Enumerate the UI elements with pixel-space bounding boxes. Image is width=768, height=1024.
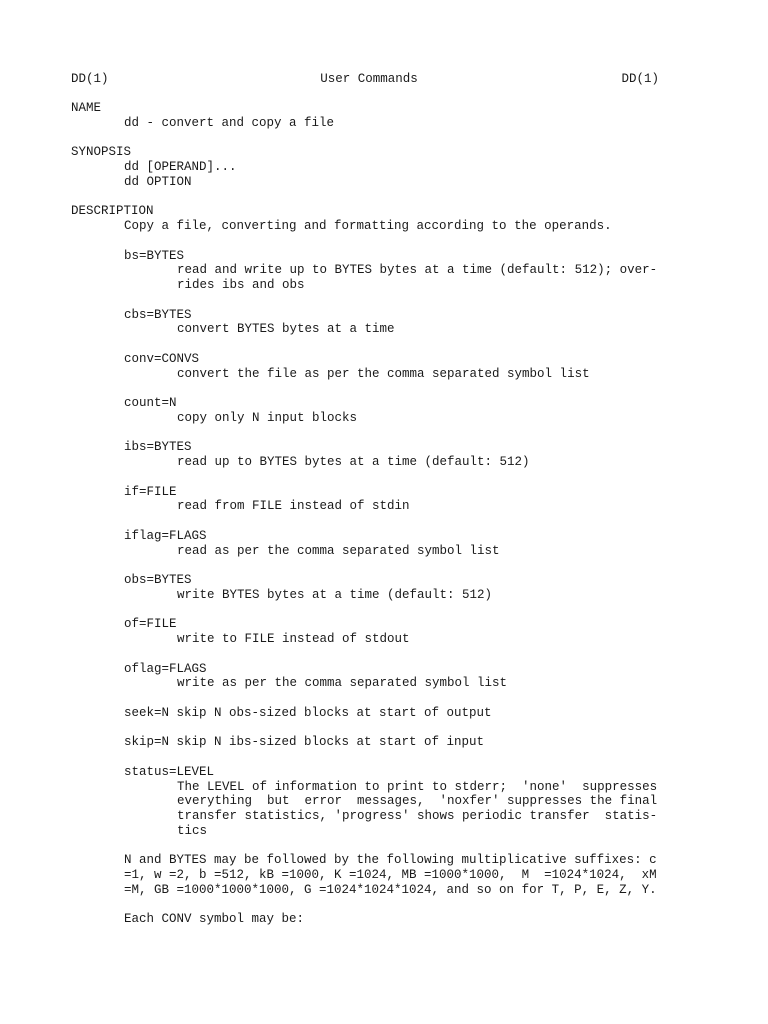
- spacer: [71, 337, 659, 352]
- section-heading-description: DESCRIPTION: [71, 204, 154, 219]
- spacer: [71, 750, 659, 765]
- operand-term: obs=BYTES: [124, 573, 192, 587]
- operand-desc: read from FILE instead of stdin: [177, 499, 410, 514]
- spacer: [71, 647, 659, 662]
- operand-desc: tics: [177, 823, 208, 838]
- suffix-paragraph-line: =M, GB =1000*1000*1000, G =1024*1024*1024, and so on for T, P, E, Z, Y.: [124, 882, 657, 897]
- spacer: [71, 603, 659, 618]
- spacer: [71, 131, 659, 146]
- operand-term: cbs=BYTES: [124, 307, 192, 322]
- spacer: [71, 839, 659, 854]
- description-text: Copy a file, converting and formatting according to the operands.: [124, 219, 612, 233]
- operand-term: iflag=FLAGS: [124, 528, 207, 543]
- conv-intro: Each CONV symbol may be:: [124, 912, 305, 927]
- spacer: [71, 470, 659, 485]
- suffix-paragraph-line: =1, w =2, b =512, kB =1000, K =1024, MB =1000*1000, M =1024*1024, xM: [124, 868, 657, 882]
- operand-term: count=N: [124, 396, 177, 410]
- operand-desc: read up to BYTES bytes at a time (default: 512): [177, 455, 530, 469]
- header-title: User Commands: [320, 72, 418, 86]
- operand-desc: rides ibs and obs: [177, 278, 305, 292]
- name-text: dd - convert and copy a file: [124, 115, 335, 130]
- operand-term: conv=CONVS: [124, 351, 200, 366]
- operand-desc: read and write up to BYTES bytes at a time (default: 512); over-: [177, 263, 658, 278]
- operand-desc: The LEVEL of information to print to stderr; 'none' suppresses: [177, 779, 658, 794]
- spacer: [71, 514, 659, 529]
- operand-desc: convert the file as per the comma separated symbol list: [177, 366, 590, 381]
- spacer: [71, 381, 659, 396]
- spacer: [71, 721, 659, 736]
- section-heading-synopsis: SYNOPSIS: [71, 145, 132, 160]
- operand-term: bs=BYTES: [124, 248, 185, 263]
- spacer: [71, 898, 659, 913]
- operand-desc: copy only N input blocks: [177, 410, 358, 425]
- operand-skip: skip=N skip N ibs-sized blocks at start of input: [124, 735, 485, 750]
- operand-desc: transfer statistics, 'progress' shows periodic transfer statis-: [177, 809, 658, 823]
- section-heading-name: NAME: [71, 101, 102, 115]
- operand-term: of=FILE: [124, 617, 177, 632]
- suffix-paragraph-line: N and BYTES may be followed by the following multiplicative suffixes: c: [124, 853, 657, 868]
- operand-term: ibs=BYTES: [124, 440, 192, 455]
- operand-desc: read as per the comma separated symbol list: [177, 543, 500, 558]
- operand-desc: write BYTES bytes at a time (default: 512): [177, 587, 493, 602]
- spacer: [71, 234, 659, 249]
- operand-desc: convert BYTES bytes at a time: [177, 322, 395, 337]
- spacer: [71, 293, 659, 308]
- synopsis-line: dd OPTION: [124, 174, 192, 189]
- operand-term: status=LEVEL: [124, 764, 215, 779]
- synopsis-line: dd [OPERAND]...: [124, 160, 237, 174]
- spacer: [71, 426, 659, 441]
- spacer: [71, 558, 659, 573]
- header-left: DD(1): [71, 72, 109, 86]
- header-right: DD(1): [621, 72, 659, 86]
- operand-term: oflag=FLAGS: [124, 661, 207, 676]
- spacer: [71, 190, 659, 205]
- operand-term: if=FILE: [124, 484, 177, 499]
- operand-desc: write as per the comma separated symbol list: [177, 676, 508, 691]
- operand-desc: everything but error messages, 'noxfer' suppresses the final: [177, 794, 658, 809]
- spacer: [71, 691, 659, 706]
- operand-seek: seek=N skip N obs-sized blocks at start of output: [124, 705, 492, 720]
- operand-desc: write to FILE instead of stdout: [177, 632, 410, 646]
